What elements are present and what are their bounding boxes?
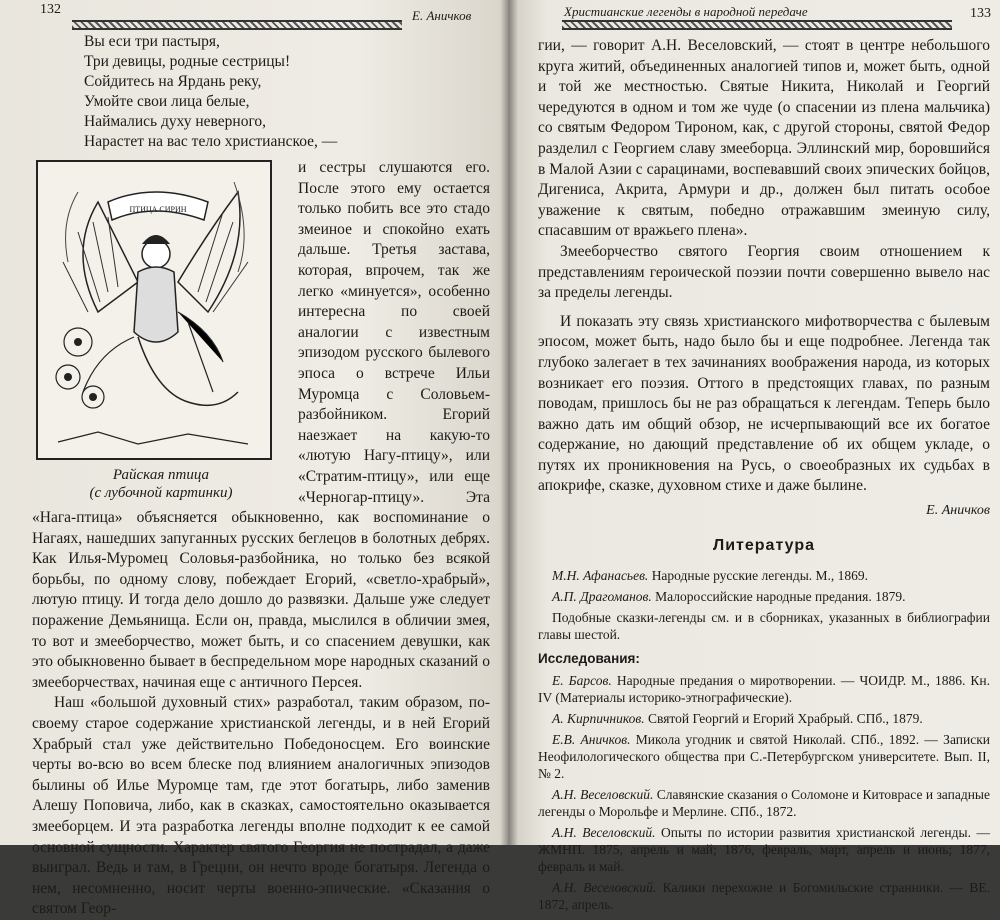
body-paragraph: Наш «большой духовный стих» разработал, таким образом, по-своему старое содержание христианской легенды, и в ней Егорий Храбрый стал уже действительно Победоносцем. Его воинские черты во-всю во всем блеске под влиянием аналогичных эпизодов былины об Илье Муромце там, где этот богатырь, либо заменив Алешу Поповича, либо, как в сказках, самостоятельно оказывается змееборцем. И эта разработка легенды вполне подходит к ее самой основной сущности. Характер святого Георгия не пострадал, а даже выиграл. Ведь и там, в Греции, он нечто вроде богатыря. Легенда о нем, несомненно, носит черты военно-эпические. «Сказания о святом Геор- xyxy=(32,694,490,918)
bibliography-entry: Е. Барсов. Народные предания о миротворении. — ЧОИДР. М., 1886. Кн. IV (Материалы историко-этнографические). xyxy=(538,673,990,706)
body-paragraph: и сестры слушаются его. После этого ему остается только побить все это стадо змеиное и спокойно ехать дальше. Третья застава, которая, впрочем, так же легко «минуется», особенно интересна по своей аналогии с известным эпизодом русского былевого эпоса о встрече Ильи Муромца с Соловьем-разбойником. Егорий наезжает на какую-то «лютую Нагу-птицу», или «Стратим-птицу», или еще «Черногар-птицу». Эта «Нага-птица» объясняется обыкновенно, как воспоминание о Нагаях, нашедших запуганных русских беглецов в болотных дебрях. Как Илья-Муромец Соловья-разбойника, но только без всякой борьбы, по одному слову, побеждает Егорий, «светло-храбрый», лютую птицу. И тогда дело дошло до развязки. Дальше уже следует поражение Демьянища. Если он, правда, мыслился в обличии змея, то вот и змееборчество, может быть, и со спасением девушки, как это обыкновенно бывает в беспредельном море народных сказаний о змееборчествах, начиная еще с античного Персея. xyxy=(32,159,490,691)
verse-block xyxy=(84,32,490,152)
section-title: Литература xyxy=(712,537,816,555)
lubok-picture xyxy=(36,160,272,460)
bibliography-entry: А. Кирпичников. Святой Георгий и Егорий Храбрый. СПб., 1879. xyxy=(552,711,923,727)
bibliography-entry: А.Н. Веселовский. Славянские сказания о Соломоне и Китоврасе и западные легенды о Морольфе и Мерлине. СПб., 1872. xyxy=(538,787,990,820)
verse-line: Сойдитесь на Ярдань реку, xyxy=(84,73,262,90)
verse-line: Наймались духу неверного, xyxy=(84,113,267,130)
bibliography-entry: М.Н. Афанасьев. Народные русские легенды. М., 1869. xyxy=(552,568,869,584)
caption-title: Райская птица xyxy=(112,467,210,483)
verse-line: Три девицы, родные сестрицы! xyxy=(84,53,291,70)
book-gutter xyxy=(500,0,518,845)
figure-caption xyxy=(36,466,286,502)
ornamental-rule xyxy=(562,20,952,30)
body-paragraph: Змееборчество святого Георгия своим отношением к представлениям героической поэзии почти совершенно вывело нас за пределы легенды. xyxy=(538,242,990,302)
illustration xyxy=(36,160,286,502)
ornamental-rule xyxy=(72,20,402,30)
verse-line: Нарастет на вас тело христианское, — xyxy=(84,133,338,150)
right-header xyxy=(538,0,990,26)
left-header xyxy=(32,0,490,26)
author-signature: Е. Аничков xyxy=(926,503,990,519)
bibliography-entry: Е.В. Аничков. Микола угодник и святой Николай. СПб., 1892. — Записки Неофилологического общества при С.-Петербургском университете. Вып. II, № 2. xyxy=(538,732,990,782)
verse-line: Умойте свои лица белые, xyxy=(84,93,250,110)
running-head: Христианские легенды в народной передаче xyxy=(564,4,808,19)
banner-text: ПТИЦА СИРИН xyxy=(129,205,187,214)
running-head: Е. Аничков xyxy=(412,8,472,23)
bibliography-entry: Подобные сказки-легенды см. и в сборниках, указанных в библиографии главы шестой. xyxy=(538,610,990,643)
sirin-bird-image xyxy=(38,162,270,458)
body-paragraph: И показать эту связь христианского мифотворчества с былевым эпосом, может быть, надо было бы и еще подробнее. Легенда так глубоко залегает в тех зачинаниях воображения народа, из которых возникает его поэзия. Оттого в предстоящих главах, по разным поводам, пришлось бы не раз обращаться к легендам. Теперь было важно дать им общий обзор, не исчерпывающий все их богатое содержание, но дающий представление об их общем укладе, о путях их проникновения на Русь, о своеобразных их судьбах в апокрифе, сказке, духовном стихе и даже былине. xyxy=(538,312,990,495)
subsection-title: Исследования: xyxy=(538,651,640,667)
page-number: 133 xyxy=(970,6,991,21)
page-number: 132 xyxy=(40,2,61,17)
body-paragraph: гии, — говорит А.Н. Веселовский, — стоят в центре небольшого круга житий, объединенных аналогией типов и, может быть, одной и той же местностью. Святые Никита, Николай и Георгий чередуются в одном и том же чуде (о спасении из плена мальчика) со святым Федором Тироном, как, с другой стороны, святой Федор разделил с Георгием славу змееборца. Эллинский мир, боровшийся в Малой Азии с сарацинами, воспевавший своих эпических бойцов, Дигениса, Акрита, Армури и др., должен был питать особое уважение к святым, победно отражавшим змеиную силу, спасавшим от вражьего плена». xyxy=(538,37,990,240)
right-page xyxy=(508,0,1000,913)
verse-line: Вы еси три пастыря, xyxy=(84,33,220,50)
caption-source: (с лубочной картинки) xyxy=(89,485,233,501)
bibliography-entry: А.Н. Веселовский. Калики перехожие и Богомильские странники. — ВЕ. 1872, апрель. xyxy=(538,880,990,913)
bibliography-entry: А.П. Драгоманов. Малороссийские народные предания. 1879. xyxy=(552,589,906,605)
bibliography-entry: А.Н. Веселовский. Опыты по истории развития христианской легенды. — ЖМНП. 1875, апрель и май; 1876, февраль, март, апрель и июнь; 1877, февраль и май. xyxy=(538,825,990,875)
